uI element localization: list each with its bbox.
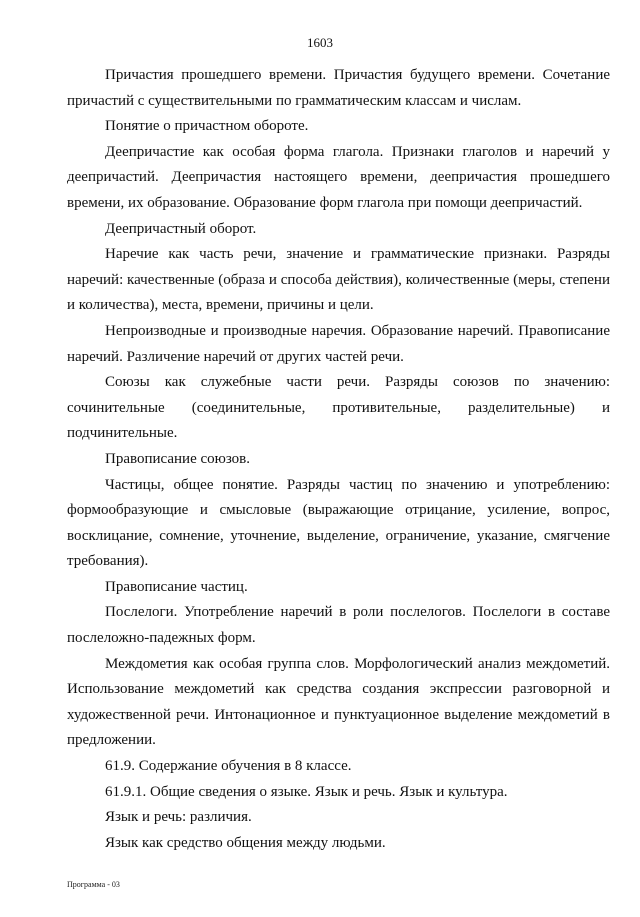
- paragraph: Союзы как служебные части речи. Разряды союзов по значению: сочинительные (соединительные, противительные, разделительные) и подчинительные.: [67, 374, 610, 442]
- footer-label: Программа - 03: [67, 880, 120, 889]
- paragraph: Деепричастие как особая форма глагола. Признаки глаголов и наречий у деепричастий. Деепричастия настоящего времени, деепричастия прошедшего времени, их образование. Образование форм глагола при помощи деепричастий.: [67, 143, 610, 211]
- paragraph: Язык как средство общения между людьми.: [105, 834, 386, 851]
- paragraph: Послелоги. Употребление наречий в роли послелогов. Послелоги в составе послеложно-падежных форм.: [67, 604, 610, 647]
- paragraph: Деепричастный оборот.: [105, 220, 257, 237]
- paragraph: Причастия прошедшего времени. Причастия будущего времени. Сочетание причастий с существительными по грамматическим классам и числам.: [67, 67, 610, 109]
- page-number: 1603: [307, 35, 333, 50]
- paragraph: Непроизводные и производные наречия. Образование наречий. Правописание наречий. Различение наречий от других частей речи.: [67, 322, 610, 365]
- paragraph: Язык и речь: различия.: [105, 809, 252, 826]
- subsection-heading: 61.9.1. Общие сведения о языке. Язык и речь. Язык и культура.: [105, 783, 508, 800]
- section-heading: 61.9. Содержание обучения в 8 классе.: [105, 758, 352, 775]
- paragraph: Междометия как особая группа слов. Морфологический анализ междометий. Использование междометий как средства создания экспрессии разговорной и художественной речи. Интонационное и пунктуационное выделение междометий в предложении.: [67, 655, 610, 749]
- paragraph: Правописание союзов.: [105, 450, 251, 467]
- paragraph: Наречие как часть речи, значение и грамматические признаки. Разряды наречий: качественные (образа и способа действия), количественные (меры, степени и количества), места, времени, причины и цели.: [67, 246, 610, 314]
- paragraph: Частицы, общее понятие. Разряды частиц по значению и употреблению: формообразующие и смысловые (выражающие отрицание, усиление, вопрос, восклицание, сомнение, уточнение, выделение, ограничение, указание, смягчение требования).: [67, 476, 610, 570]
- paragraph: Понятие о причастном обороте.: [105, 118, 309, 135]
- paragraph: Правописание частиц.: [105, 578, 248, 595]
- document-body: [67, 63, 610, 856]
